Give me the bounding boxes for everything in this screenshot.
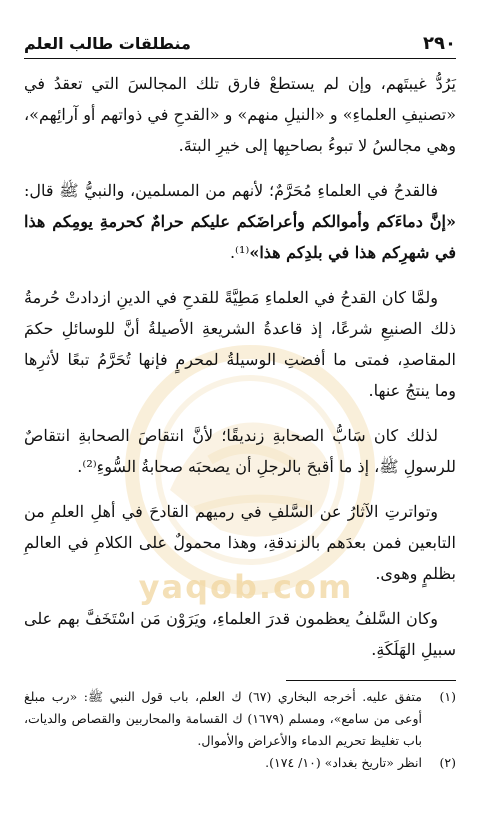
page-header xyxy=(24,30,456,56)
paragraph-text: يَرُدُّ غيبتَهم، وإن لم يستطعْ فارق تلك المجالسَ التي تعقدُ في «تصنيفِ العلماءِ» و «النيلِ منهم» و «القدحِ في ذواتهم أو آرائِهم»، وهي مجالسُ لا تبوءُ بصاحبِها إلى خيرِ البتةَ. xyxy=(24,74,456,155)
paragraph-text: فالقدحُ في العلماءِ مُحَرَّمٌ؛ لأنهم من المسلمين، والنبيُّ ﷺ قال: xyxy=(24,181,438,200)
footnote-number: (٢) xyxy=(439,755,456,770)
body-text xyxy=(24,68,456,679)
footnote xyxy=(24,752,456,774)
footnote xyxy=(24,686,456,752)
hadith-quote: «إنَّ دماءَكم وأموالكم وأعراضَكم عليكم حرامٌ كحرمةِ يومِكم هذا في شهرِكم هذا في بلدِكم هذا» xyxy=(24,212,456,262)
header-divider xyxy=(24,58,456,59)
paragraph xyxy=(24,175,456,268)
running-title: منطلقات طالب العلم xyxy=(24,33,191,53)
paragraph xyxy=(24,496,456,589)
paragraph-text: وتواترتِ الآثارُ عن السَّلفِ في رميهم القادحَ في أهلِ العلمِ من التابعين فمن بعدَهم بالزندقةِ، وهذا محمولٌ على الكلامِ في العالمِ بظلمٍ وهوى. xyxy=(24,502,456,583)
footnote-ref: ⁽¹⁾. xyxy=(229,243,250,262)
footnotes xyxy=(24,686,456,774)
footnote-text: متفق عليه. أخرجه البخاري (٦٧) ك العلم، باب قول النبي ﷺ: «رب مبلغ أوعى من سامع»، ومسلم (١٦٧٩) ك القسامة والمحاربين والقصاص والديات، باب تغليظ تحريم الدماء والأعراض والأموال. xyxy=(24,689,423,748)
footnote-divider xyxy=(286,680,456,681)
paragraph xyxy=(24,68,456,161)
footnote-text: انظر «تاريخ بغداد» (١٠/ ١٧٤). xyxy=(265,755,422,770)
paragraph xyxy=(24,282,456,406)
paragraph xyxy=(24,420,456,482)
page-number: ٢٩٠ xyxy=(423,32,456,54)
footnote-number: (١) xyxy=(439,689,456,704)
paragraph xyxy=(24,603,456,665)
paragraph-text: لذلك كان سَابُّ الصحابةِ زنديقًا؛ لأنَّ انتقاصَ الصحابةِ انتقاصٌ للرسولِ ﷺ، إذ ما أقبحَ بالرجلِ أن يصحبَه صحابةُ السُّوءِ⁽²⁾. xyxy=(24,426,456,476)
watermark-text: yaqob.com xyxy=(138,568,354,606)
paragraph-text: وكان السَّلفُ يعظمون قدرَ العلماءِ، ويَرَوْن مَن اسْتَخَفَّ بهم على سبيلِ الهَلَكَةِ. xyxy=(24,609,456,659)
paragraph-text: ولمَّا كان القدحُ في العلماءِ مَطِيَّةً للقدحِ في الدينِ ازدادتْ حُرمةُ ذلك الصنيعِ شرعًا، إذ قاعدةُ الشريعةِ الأصيلةُ أنَّ للوسائلِ حكمَ المقاصدِ، فمتى ما أفضتِ الوسيلةُ لمحرمٍ فإنها تُحَرَّمُ تبعًا لأثرِها وما ينتجُ عنها. xyxy=(24,288,456,400)
